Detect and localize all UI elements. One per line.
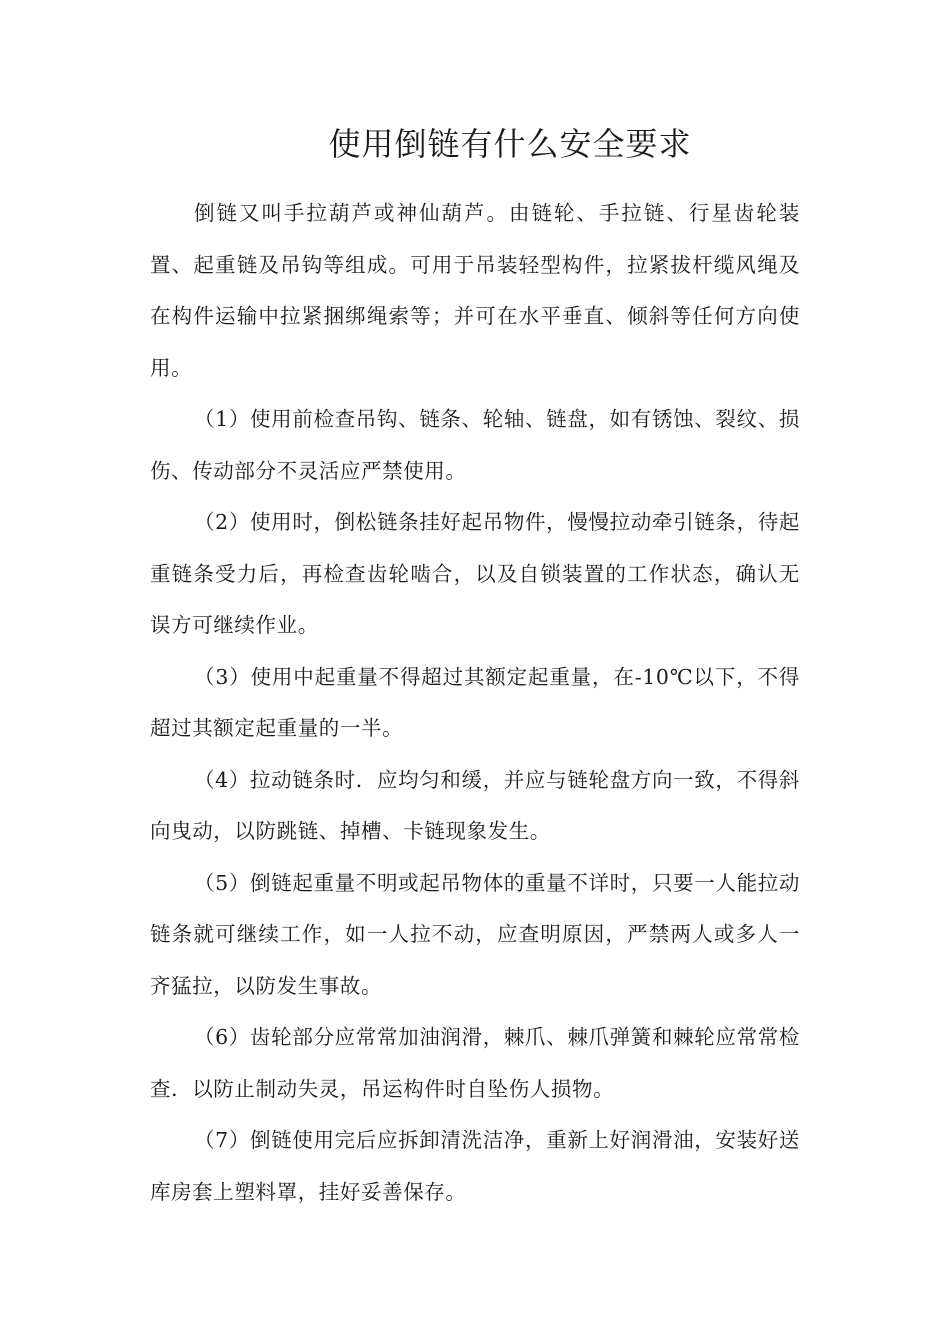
paragraph-item-7: （7）倒链使用完后应拆卸清洗洁净，重新上好润滑油，安装好送库房套上塑料罩，挂好妥善保存。	[150, 1128, 800, 1204]
paragraph-item-5: （5）倒链起重量不明或起吊物体的重量不详时，只要一人能拉动链条就可继续工作，如一人拉不动，应查明原因，严禁两人或多人一齐猛拉，以防发生事故。	[150, 870, 800, 998]
paragraph-item-4: （4）拉动链条时．应均匀和缓，并应与链轮盘方向一致，不得斜向曳动，以防跳链、掉槽、卡链现象发生。	[150, 767, 800, 843]
paragraph-item-1: （1）使用前检查吊钩、链条、轮轴、链盘，如有锈蚀、裂纹、损伤、传动部分不灵活应严禁使用。	[150, 407, 800, 483]
paragraph-item-2: （2）使用时，倒松链条挂好起吊物件，慢慢拉动牵引链条，待起重链条受力后，再检查齿轮啮合，以及自锁装置的工作状态，确认无误方可继续作业。	[150, 510, 800, 637]
document-title: 使用倒链有什么安全要求	[328, 125, 692, 163]
paragraph-item-3: （3）使用中起重量不得超过其额定起重量，在-10℃以下，不得超过其额定起重量的一半。	[150, 664, 800, 740]
document-body	[150, 188, 800, 1218]
paragraph-item-6: （6）齿轮部分应常常加油润滑，棘爪、棘爪弹簧和棘轮应常常检查．以防止制动失灵，吊运构件时自坠伤人损物。	[150, 1025, 800, 1101]
paragraph-intro: 倒链又叫手拉葫芦或神仙葫芦。由链轮、手拉链、行星齿轮装置、起重链及吊钩等组成。可用于吊装轻型构件，拉紧拔杆缆风绳及在构件运输中拉紧捆绑绳索等；并可在水平垂直、倾斜等任何方向使用。	[150, 201, 800, 380]
